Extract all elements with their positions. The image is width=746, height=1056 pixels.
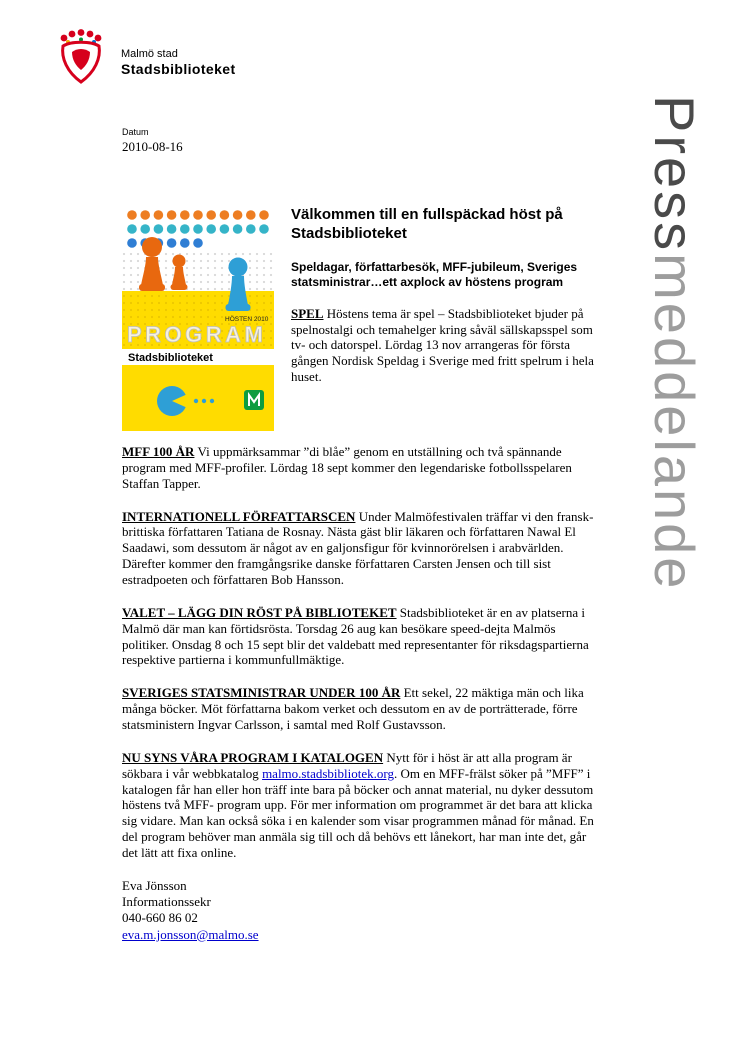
cover-program-title: PROGRAM bbox=[127, 322, 267, 347]
contact-role: Informationssekr bbox=[122, 894, 211, 910]
section-forfattarscen-text: Under Malmöfestivalen träffar vi den fransk-brittiska författaren Tatiana de Rosnay. Nästa gäst blir läkaren och författaren Nawal El Saadawi, som dessutom är något av en galjonsfigur för kvinnorörelsen i arabvärlden. Därefter kommer den framgångsrike danske författaren Carsten Jensen och till sist estradpoeten och författaren Bob Hansson. bbox=[122, 508, 594, 588]
section-valet-label: VALET – LÄGG DIN RÖST PÅ BIBLIOTEKET bbox=[122, 604, 397, 620]
pressmeddelande-banner bbox=[643, 95, 706, 592]
section-statsministrar-label: SVERIGES STATSMINISTRAR UNDER 100 ÅR bbox=[122, 685, 401, 701]
date-block bbox=[122, 127, 183, 155]
section-valet bbox=[122, 605, 604, 668]
cover-season-label: HÖSTEN 2010 bbox=[225, 316, 269, 323]
date-label: Datum bbox=[122, 127, 149, 137]
section-mff bbox=[122, 444, 604, 492]
section-katalogen-label: NU SYNS VÅRA PROGRAM I KATALOGEN bbox=[122, 749, 384, 765]
program-cover-image bbox=[122, 203, 274, 431]
cover-malmo-logo-icon bbox=[244, 390, 264, 410]
section-statsministrar-text: Ett sekel, 22 mäktiga män och lika många böcker. Möt författarna bakom verket och dessutom en av de porträtterade, förre statsministern Ingvar Carlsson, i samtal med Rolf Gustavsson. bbox=[122, 685, 584, 733]
contact-block bbox=[122, 878, 604, 943]
cover-dot-row-teal bbox=[127, 224, 269, 234]
section-forfattarscen bbox=[122, 509, 604, 588]
org-header bbox=[121, 48, 236, 79]
page-subtitle: Speldagar, författarbesök, MFF-jubileum, Sveriges statsministrar…ett axplock av höstens program bbox=[291, 259, 578, 290]
lead-text: Höstens tema är spel – Stadsbiblioteket bjuder på spelnostalgi och temahelger kring såväl sällskapsspel som tv- och datorspel. Lördag 13 nov arrangeras för första gången Nordisk Speldag i Sverige med fritt spelrum i hela huset. bbox=[291, 305, 594, 385]
lead-paragraph bbox=[291, 306, 604, 385]
banner-press-text: Press bbox=[643, 95, 706, 254]
section-mff-label: MFF 100 ÅR bbox=[122, 444, 195, 459]
email-link[interactable]: eva.m.jonsson@malmo.se bbox=[122, 926, 259, 942]
intro-row bbox=[122, 203, 604, 431]
contact-phone: 040-660 86 02 bbox=[122, 910, 198, 926]
org-name: Malmö stad bbox=[121, 48, 178, 60]
section-statsministrar bbox=[122, 685, 604, 733]
contact-name: Eva Jönsson bbox=[122, 877, 187, 893]
lead-label: SPEL bbox=[291, 305, 324, 321]
section-mff-text: Vi uppmärksammar ”di blåe” genom en utställning och två spännande program med MFF-profiler. Lördag 18 sept kommer den legendariske fotbollsspelaren Staffan Tapper. bbox=[122, 444, 572, 491]
section-katalogen bbox=[122, 750, 604, 861]
section-valet-text: Stadsbiblioteket är en av platserna i Malmö där man kan förtidsrösta. Torsdag 26 aug kan besökare speed-dejta Malmös politiker. Onsdag 8 och 15 sept blir det valdebatt med representanter för riksdagspartierna respektive partierna i kommunfullmäktige. bbox=[122, 604, 589, 668]
date-value: 2010-08-16 bbox=[122, 139, 183, 154]
section-forfattarscen-label: INTERNATIONELL FÖRFATTARSCEN bbox=[122, 508, 356, 524]
malmo-stad-logo-icon bbox=[55, 28, 107, 86]
catalog-link[interactable]: malmo.stadsbibliotek.org bbox=[262, 765, 394, 781]
cover-stadsbiblioteket-label: Stadsbiblioteket bbox=[128, 352, 213, 364]
cover-dot-row-orange bbox=[127, 210, 269, 220]
intro-text-block bbox=[291, 203, 604, 431]
section-katalogen-text-before: Nytt för i höst är att alla program är sökbara i vår webbkatalog bbox=[122, 749, 572, 781]
content-area bbox=[122, 203, 604, 943]
department-name: Stadsbiblioteket bbox=[121, 61, 236, 78]
section-katalogen-text-after: . Om en MFF-frälst söker på ”MFF” i katalogen får han eller hon träff inte bara på böcker och annat material, nu dyker dessutom höstens två MFF- program upp. För mer information om programmet är det bara att klicka sig vidare. Man kan också söka i en kalender som visar programmen månad för månad. En del program behöver man anmäla sig till och då behövs ett lånekort, har man inte det, går det lätt att fixa online. bbox=[122, 765, 594, 861]
page-title: Välkommen till en fullspäckad höst på Stadsbiblioteket bbox=[291, 206, 563, 242]
banner-meddelande-text: meddelande bbox=[643, 253, 706, 592]
